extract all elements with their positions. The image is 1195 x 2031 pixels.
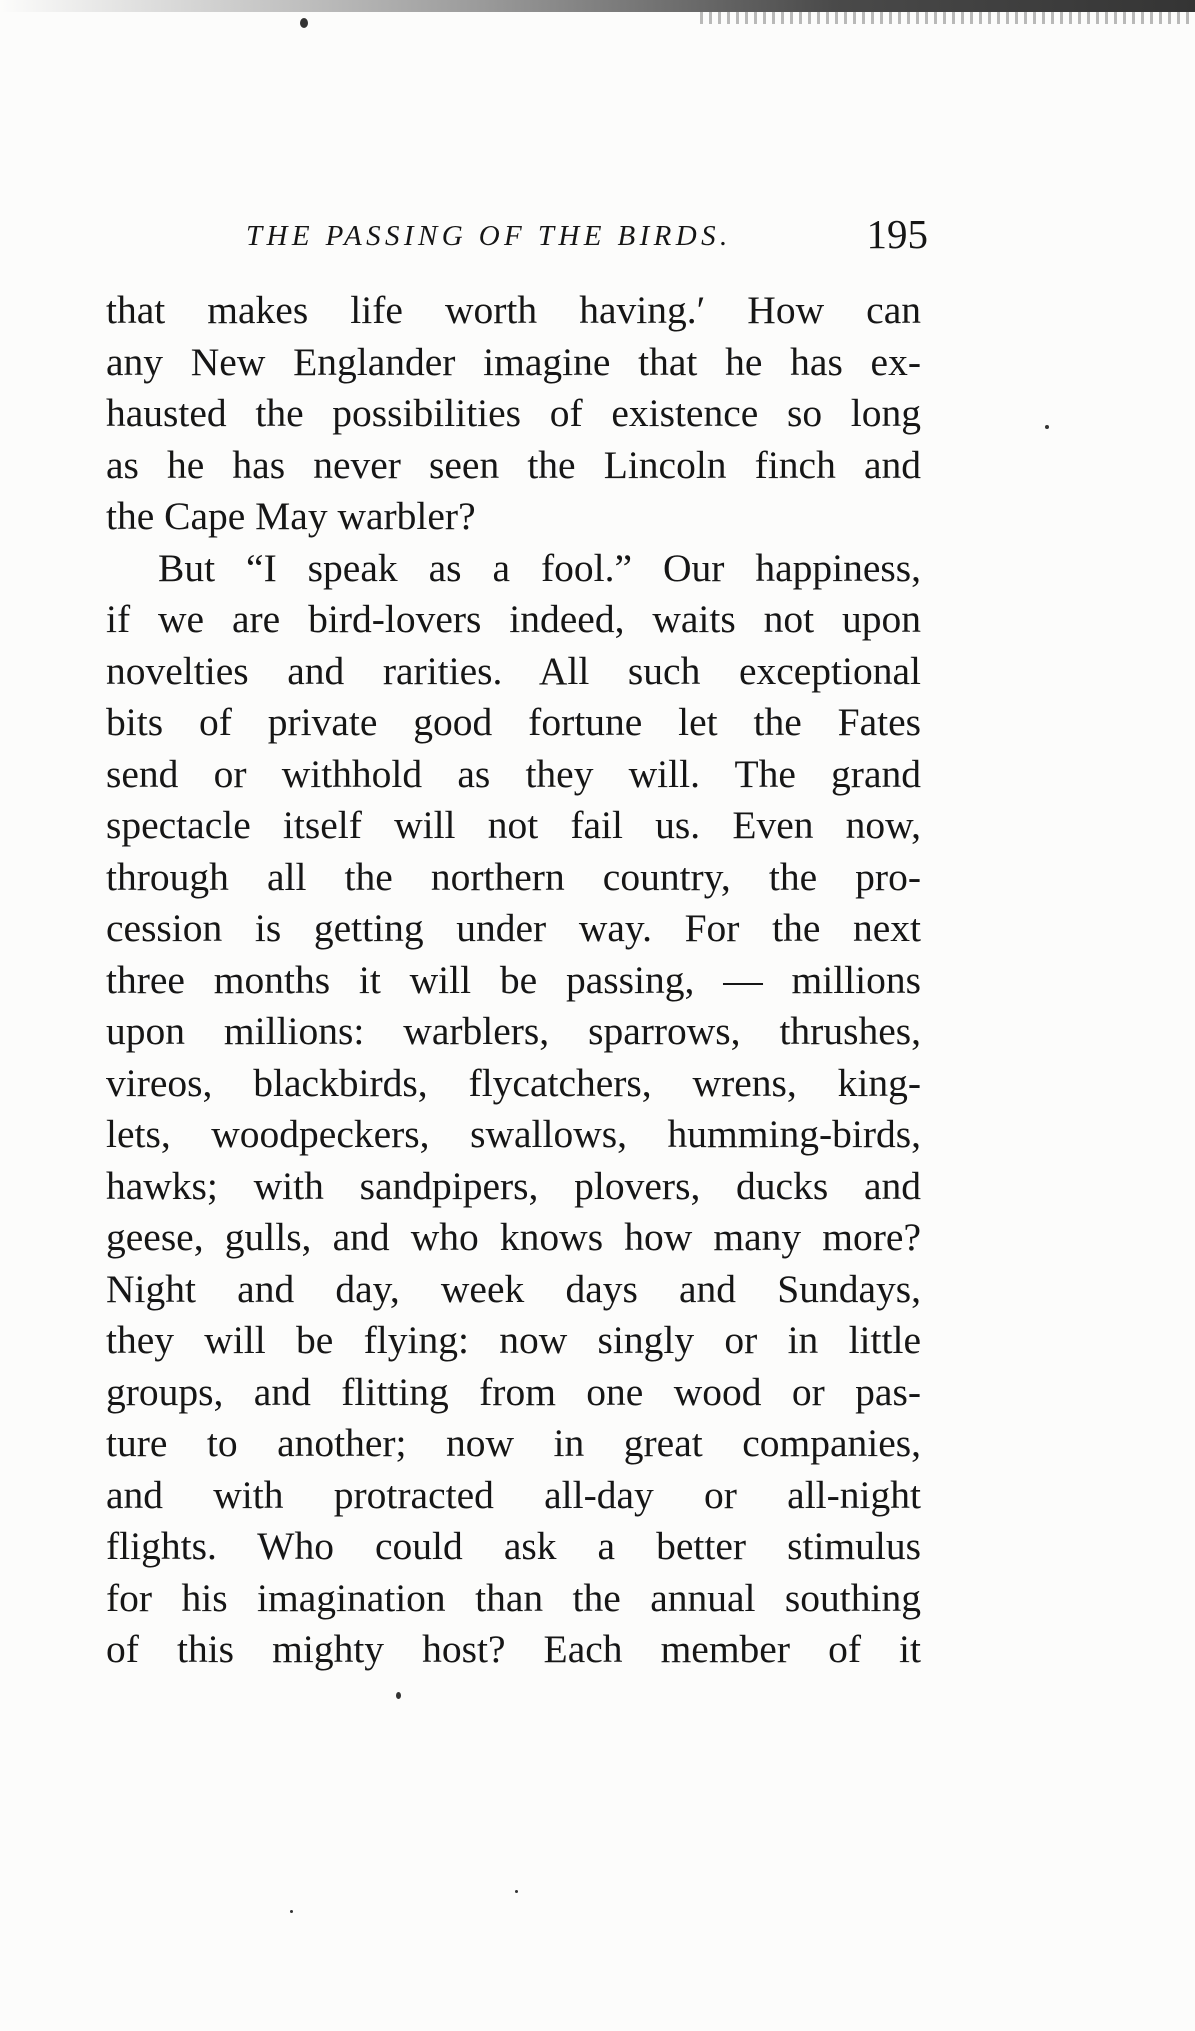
text-line: ture to another; now in great companies, [106,1421,921,1465]
text-line: they will be flying: now singly or in little [106,1318,921,1362]
body-text [106,285,921,1676]
text-line: lets, woodpeckers, swallows, humming-birds, [106,1112,921,1156]
text-line: novelties and rarities. All such exceptional [106,648,921,693]
text-line: of this mighty host? Each member of it [106,1627,921,1671]
text-line: But “I speak as a fool.” Our happiness, [158,545,921,590]
running-head-title: THE PASSING OF THE BIRDS. [246,220,732,252]
text-line: and with protracted all-day or all-night [106,1472,921,1517]
text-line: hausted the possibilities of existence so long [106,391,921,435]
ink-speck [1045,425,1049,429]
text-line: hawks; with sandpipers, plovers, ducks and [106,1163,921,1208]
text-line: through all the northern country, the pro- [106,854,921,899]
ink-speck [290,1910,293,1913]
ink-speck [396,1692,401,1699]
text-line: upon millions: warblers, sparrows, thrushes, [106,1009,921,1053]
running-head [246,210,928,260]
text-line: flights. Who could ask a better stimulus [106,1524,921,1568]
text-line: groups, and flitting from one wood or pas- [106,1369,921,1414]
text-line: spectacle itself will not fail us. Even now, [106,803,921,847]
text-line: three months it will be passing, — millions [106,957,921,1002]
text-line: cession is getting under way. For the next [106,906,921,950]
scan-top-edge-texture [700,12,1195,24]
text-line: that makes life worth having.′ How can [106,288,921,332]
text-line: Night and day, week days and Sundays, [106,1266,921,1311]
text-line: bits of private good fortune let the Fates [106,700,921,744]
page-number: 195 [866,211,928,257]
text-line: if we are bird-lovers indeed, waits not upon [106,597,921,641]
scan-top-edge [0,0,1195,12]
text-line: any New Englander imagine that he has ex- [106,339,921,384]
text-line: the Cape May warbler? [106,494,476,538]
ink-speck [515,1890,518,1893]
text-line: vireos, blackbirds, flycatchers, wrens, king- [106,1060,921,1105]
text-line: send or withhold as they will. The grand [106,751,921,796]
ink-speck [300,18,308,28]
text-line: geese, gulls, and who knows how many more? [106,1215,921,1259]
text-line: as he has never seen the Lincoln finch and [106,442,921,487]
text-line: for his imagination than the annual southing [106,1575,921,1620]
